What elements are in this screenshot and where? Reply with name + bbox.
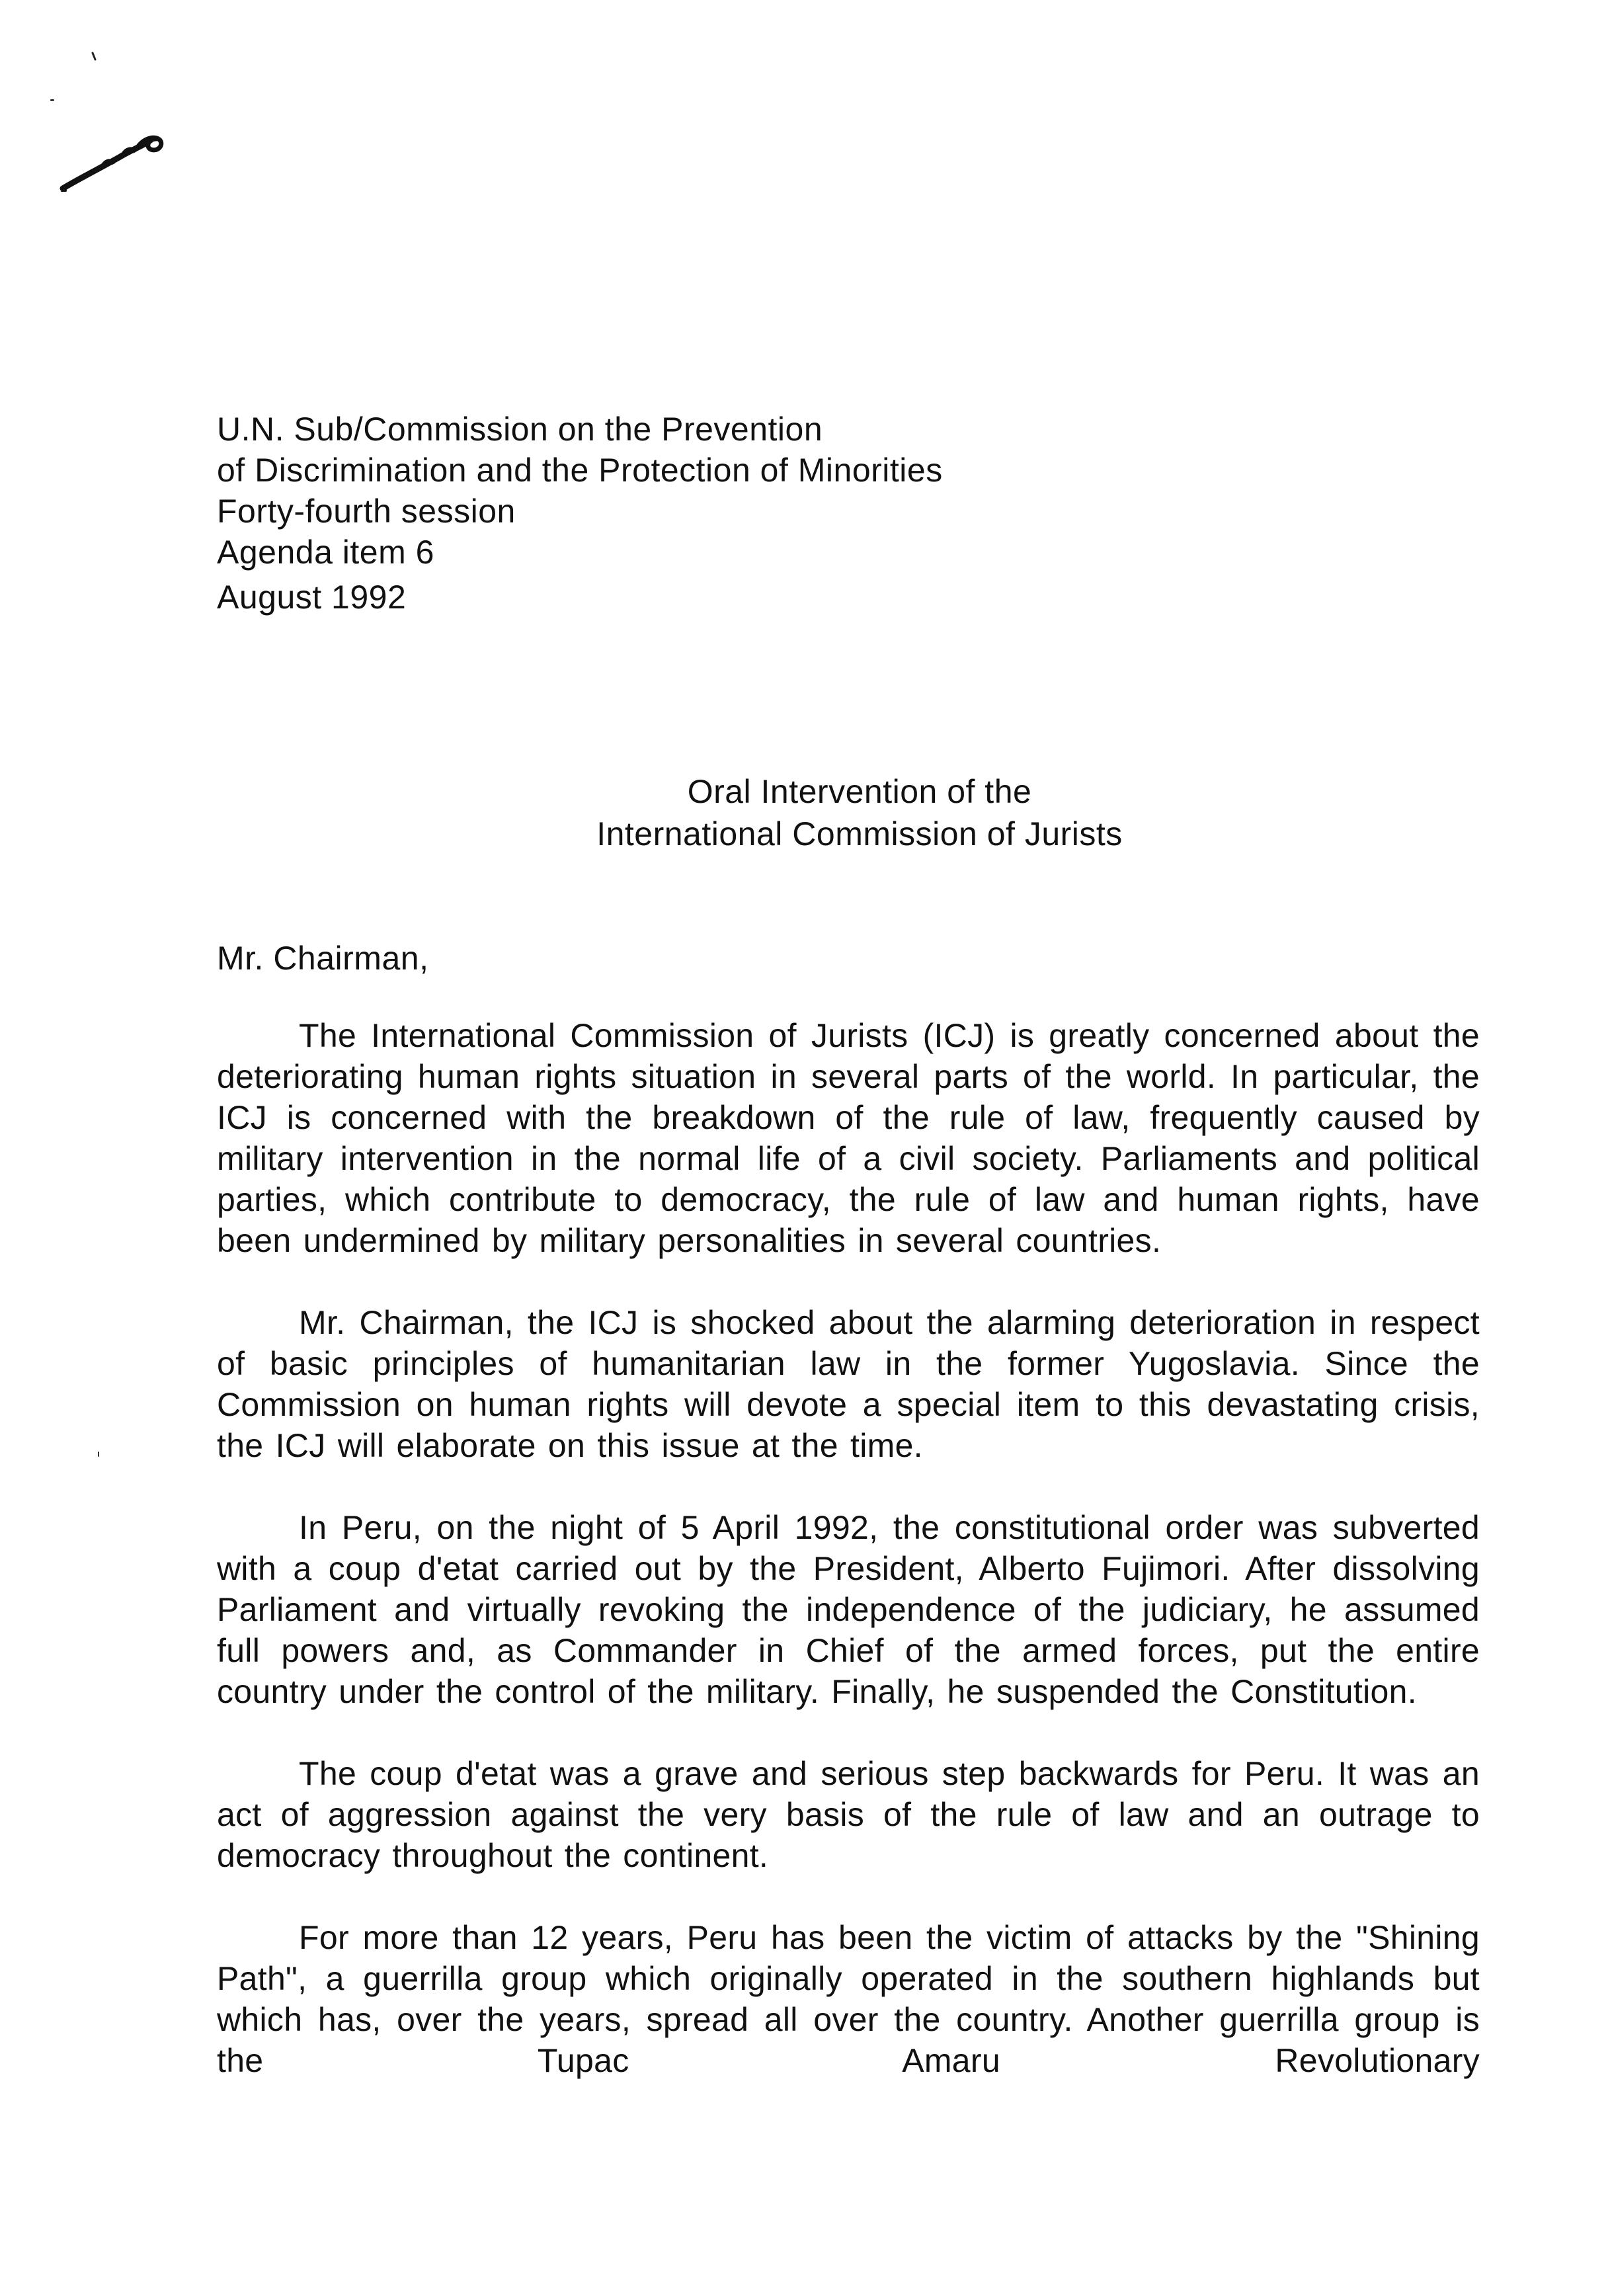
header-line: Forty-fourth session	[217, 493, 516, 530]
header-date: August 1992	[217, 579, 407, 616]
header-line: Agenda item 6	[217, 534, 434, 571]
title-line: International Commission of Jurists	[596, 815, 1123, 852]
scan-speck	[50, 99, 54, 101]
title-line: Oral Intervention of the	[687, 773, 1032, 810]
body-paragraph: For more than 12 years, Peru has been the victim of attacks by the "Shining Path", a guerrilla group which originally operated in the southern highlands but which has, over the years, spread all over the country. Another guerrilla group is the Tupac Amaru Revolutionary	[217, 1919, 1480, 2079]
scan-speck	[98, 1452, 99, 1457]
document-body	[217, 1015, 1480, 2122]
body-paragraph: Mr. Chairman, the ICJ is shocked about the alarming deterioration in respect of basic principles of humanitarian law in the former Yugoslavia. Since the Commission on human rights will devote a special item to this devastating crisis, the ICJ will elaborate on this issue at the time.	[217, 1304, 1480, 1464]
header-line: of Discrimination and the Protection of Minorities	[217, 452, 943, 489]
salutation: Mr. Chairman,	[217, 940, 429, 977]
document-title	[397, 770, 1322, 855]
header-line: U.N. Sub/Commission on the Prevention	[217, 411, 823, 448]
body-paragraph: The International Commission of Jurists (ICJ) is greatly concerned about the deteriorating human rights situation in several parts of the world. In particular, the ICJ is concerned with the breakdown of the rule of law, frequently caused by military intervention in the normal life of a civil society. Parliaments and political parties, which contribute to democracy, the rule of law and human rights, have been undermined by military personalities in several countries.	[217, 1017, 1480, 1259]
body-paragraph: In Peru, on the night of 5 April 1992, the constitutional order was subverted with a coup d'etat carried out by the President, Alberto Fujimori. After dissolving Parliament and virtually revoking the independence of the judiciary, he assumed full powers and, as Commander in Chief of the armed forces, put the entire country under the control of the military. Finally, he suspended the Constitution.	[217, 1509, 1480, 1710]
document-header	[217, 409, 1407, 618]
body-paragraph: The coup d'etat was a grave and serious step backwards for Peru. It was an act of aggression against the very basis of the rule of law and an outrage to democracy throughout the continent.	[217, 1755, 1480, 1874]
handwritten-mark	[40, 40, 172, 192]
